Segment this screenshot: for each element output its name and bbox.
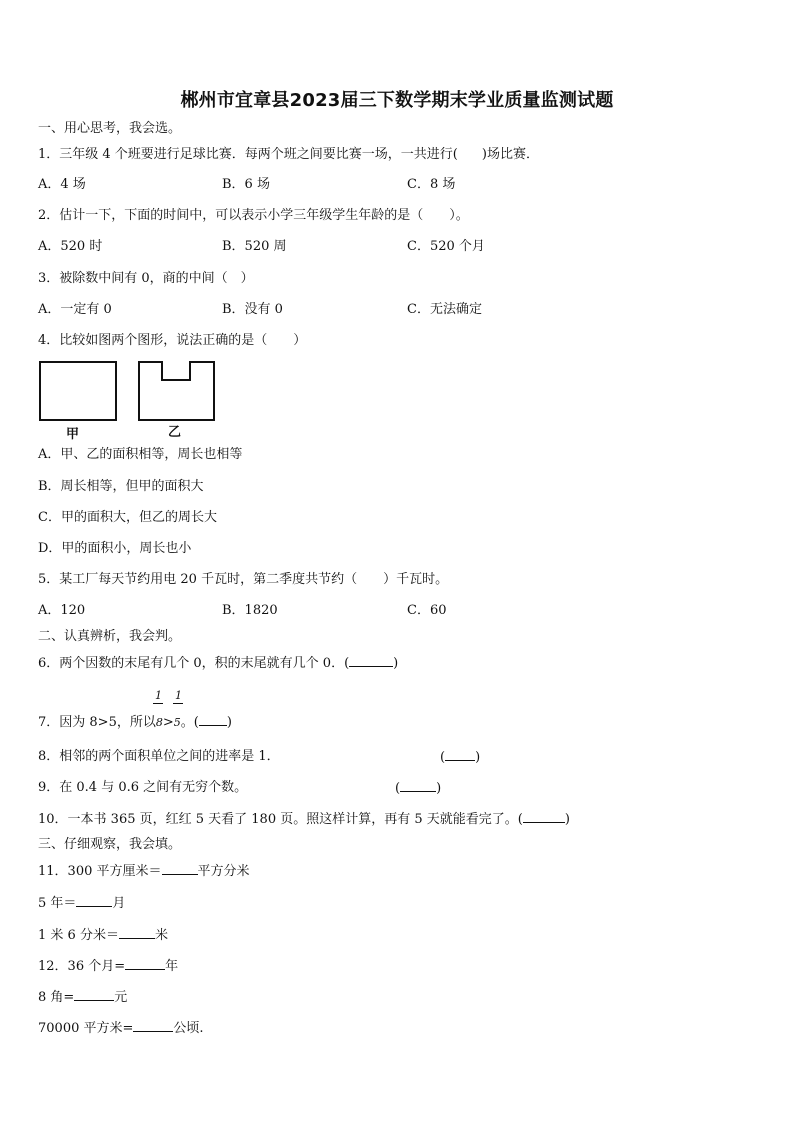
question-11-line-1-unit: 平方分米: [197, 864, 250, 879]
question-1-text-a: 1．三年级 4 个班要进行足球比赛．每两个班之间要比赛一场，一共进行(: [38, 147, 458, 162]
fraction-1-denominator: 8: [155, 716, 163, 729]
question-11-blank-1[interactable]: [162, 862, 198, 875]
question-2: 2．估计一下，下面的时间中，可以表示小学三年级学生年龄的是（ ）。: [38, 208, 469, 223]
question-2-option-c[interactable]: C．520 个月: [407, 239, 485, 254]
question-12-line-2-text: 8 角=: [38, 990, 75, 1005]
question-5-option-c[interactable]: C．60: [407, 603, 447, 618]
question-3: 3．被除数中间有 0，商的中间（ ）: [38, 271, 254, 286]
section-heading-1: 一、用心思考，我会选。: [38, 121, 182, 136]
question-12-line-2-unit: 元: [114, 990, 128, 1005]
question-11-line-3-unit: 米: [154, 928, 168, 943]
question-7-paren-open: 。(: [180, 715, 199, 730]
question-10-text: 10．一本书 365 页，红红 5 天看了 180 页。照这样计算，再有 5 天就能看完了。(: [38, 812, 523, 827]
question-9-paren-open: (: [395, 781, 401, 796]
question-12-line-3: [38, 1019, 204, 1038]
question-5: 5．某工厂每天节约用电 20 千瓦时，第二季度共节约（ ）千瓦时。: [38, 572, 449, 587]
question-8-answer-blank[interactable]: [445, 748, 475, 761]
question-11-line-2-unit: 月: [112, 896, 126, 911]
question-9-answer-blank[interactable]: [400, 779, 436, 792]
fraction-2-bar: [173, 703, 183, 704]
question-10: [38, 810, 570, 829]
question-11-line-3: [38, 926, 168, 945]
question-1-option-a[interactable]: A．4 场: [38, 177, 86, 192]
page-title: 郴州市宜章县2023届三下数学期末学业质量监测试题: [180, 90, 614, 111]
question-11-line-2-text: 5 年＝: [38, 896, 77, 911]
question-1-option-c[interactable]: C．8 场: [407, 177, 456, 192]
section-heading-3: 三、仔细观察，我会填。: [38, 837, 182, 852]
question-12-line-3-text: 70000 平方米=: [38, 1021, 134, 1036]
question-6-text: 6．两个因数的末尾有几个 0，积的末尾就有几个 0．(: [38, 656, 350, 671]
question-12-line-1: [38, 957, 178, 976]
question-12-line-2: [38, 988, 127, 1007]
question-4-option-c[interactable]: C．甲的面积大，但乙的周长大: [38, 510, 217, 525]
question-6-answer-blank[interactable]: [349, 654, 393, 667]
question-1-text-b: )场比赛．: [481, 147, 539, 162]
question-11-line-3-text: 1 米 6 分米＝: [38, 928, 119, 943]
question-11-line-2: [38, 894, 125, 913]
question-9-paren-close: ): [436, 781, 442, 796]
figure-yi: [136, 360, 220, 424]
question-9: 9．在 0.4 与 0.6 之间有无穷个数。: [38, 780, 248, 795]
question-12-line-3-unit: 公顷.: [173, 1021, 204, 1036]
question-5-option-b[interactable]: B．1820: [222, 603, 278, 618]
figure-yi-notched-shape: [139, 362, 214, 420]
fraction-2-denominator: 5: [173, 716, 181, 729]
figure-yi-label: 乙: [168, 425, 182, 440]
question-6-paren-close: ): [393, 656, 399, 671]
question-7-text: 7．因为 8>5，所以: [38, 715, 156, 730]
figure-jia-rectangle: [40, 362, 116, 420]
fraction-1-numerator: 1: [155, 689, 162, 702]
question-11-line-1: [38, 862, 250, 881]
figure-jia-label: 甲: [66, 427, 80, 442]
question-2-option-a[interactable]: A．520 时: [38, 239, 103, 254]
question-7: [38, 713, 232, 732]
question-8-paren-open: (: [440, 750, 446, 765]
greater-than-sign: >: [162, 715, 174, 730]
question-4-option-b[interactable]: B．周长相等，但甲的面积大: [38, 479, 204, 494]
fraction-2-numerator: 1: [175, 689, 182, 702]
question-1: [38, 146, 539, 164]
question-12-line-1-text: 12．36 个月=: [38, 959, 126, 974]
question-4: 4．比较如图两个图形，说法正确的是（ ）: [38, 333, 307, 348]
question-9-answer: [395, 779, 441, 798]
question-11-line-1-text: 11．300 平方厘米＝: [38, 864, 162, 879]
question-2-option-b[interactable]: B．520 周: [222, 239, 287, 254]
question-5-option-a[interactable]: A．120: [38, 603, 86, 618]
question-8-answer: [440, 748, 480, 767]
question-4-option-a[interactable]: A．甲、乙的面积相等，周长也相等: [38, 447, 243, 462]
figure-jia: [38, 360, 120, 424]
question-3-option-b[interactable]: B．没有 0: [222, 302, 283, 317]
question-12-blank-2[interactable]: [74, 988, 114, 1001]
section-heading-2: 二、认真辨析，我会判。: [38, 629, 182, 644]
question-12-line-1-unit: 年: [165, 959, 179, 974]
question-4-option-d[interactable]: D．甲的面积小，周长也小: [38, 541, 192, 556]
question-7-paren-close: ): [226, 715, 232, 730]
question-12-blank-3[interactable]: [133, 1019, 173, 1032]
question-10-answer-blank[interactable]: [523, 810, 565, 823]
question-12-blank-1[interactable]: [125, 957, 165, 970]
question-11-blank-3[interactable]: [119, 926, 155, 939]
question-6: [38, 654, 398, 673]
question-10-paren-close: ): [564, 812, 570, 827]
question-1-option-b[interactable]: B．6 场: [222, 177, 270, 192]
question-11-blank-2[interactable]: [76, 894, 112, 907]
question-8-paren-close: ): [475, 750, 481, 765]
fraction-1-bar: [153, 703, 163, 704]
question-8: 8．相邻的两个面积单位之间的进率是 1．: [38, 749, 280, 764]
question-3-option-c[interactable]: C．无法确定: [407, 302, 482, 317]
question-7-answer-blank[interactable]: [199, 713, 227, 726]
question-3-option-a[interactable]: A．一定有 0: [38, 302, 112, 317]
